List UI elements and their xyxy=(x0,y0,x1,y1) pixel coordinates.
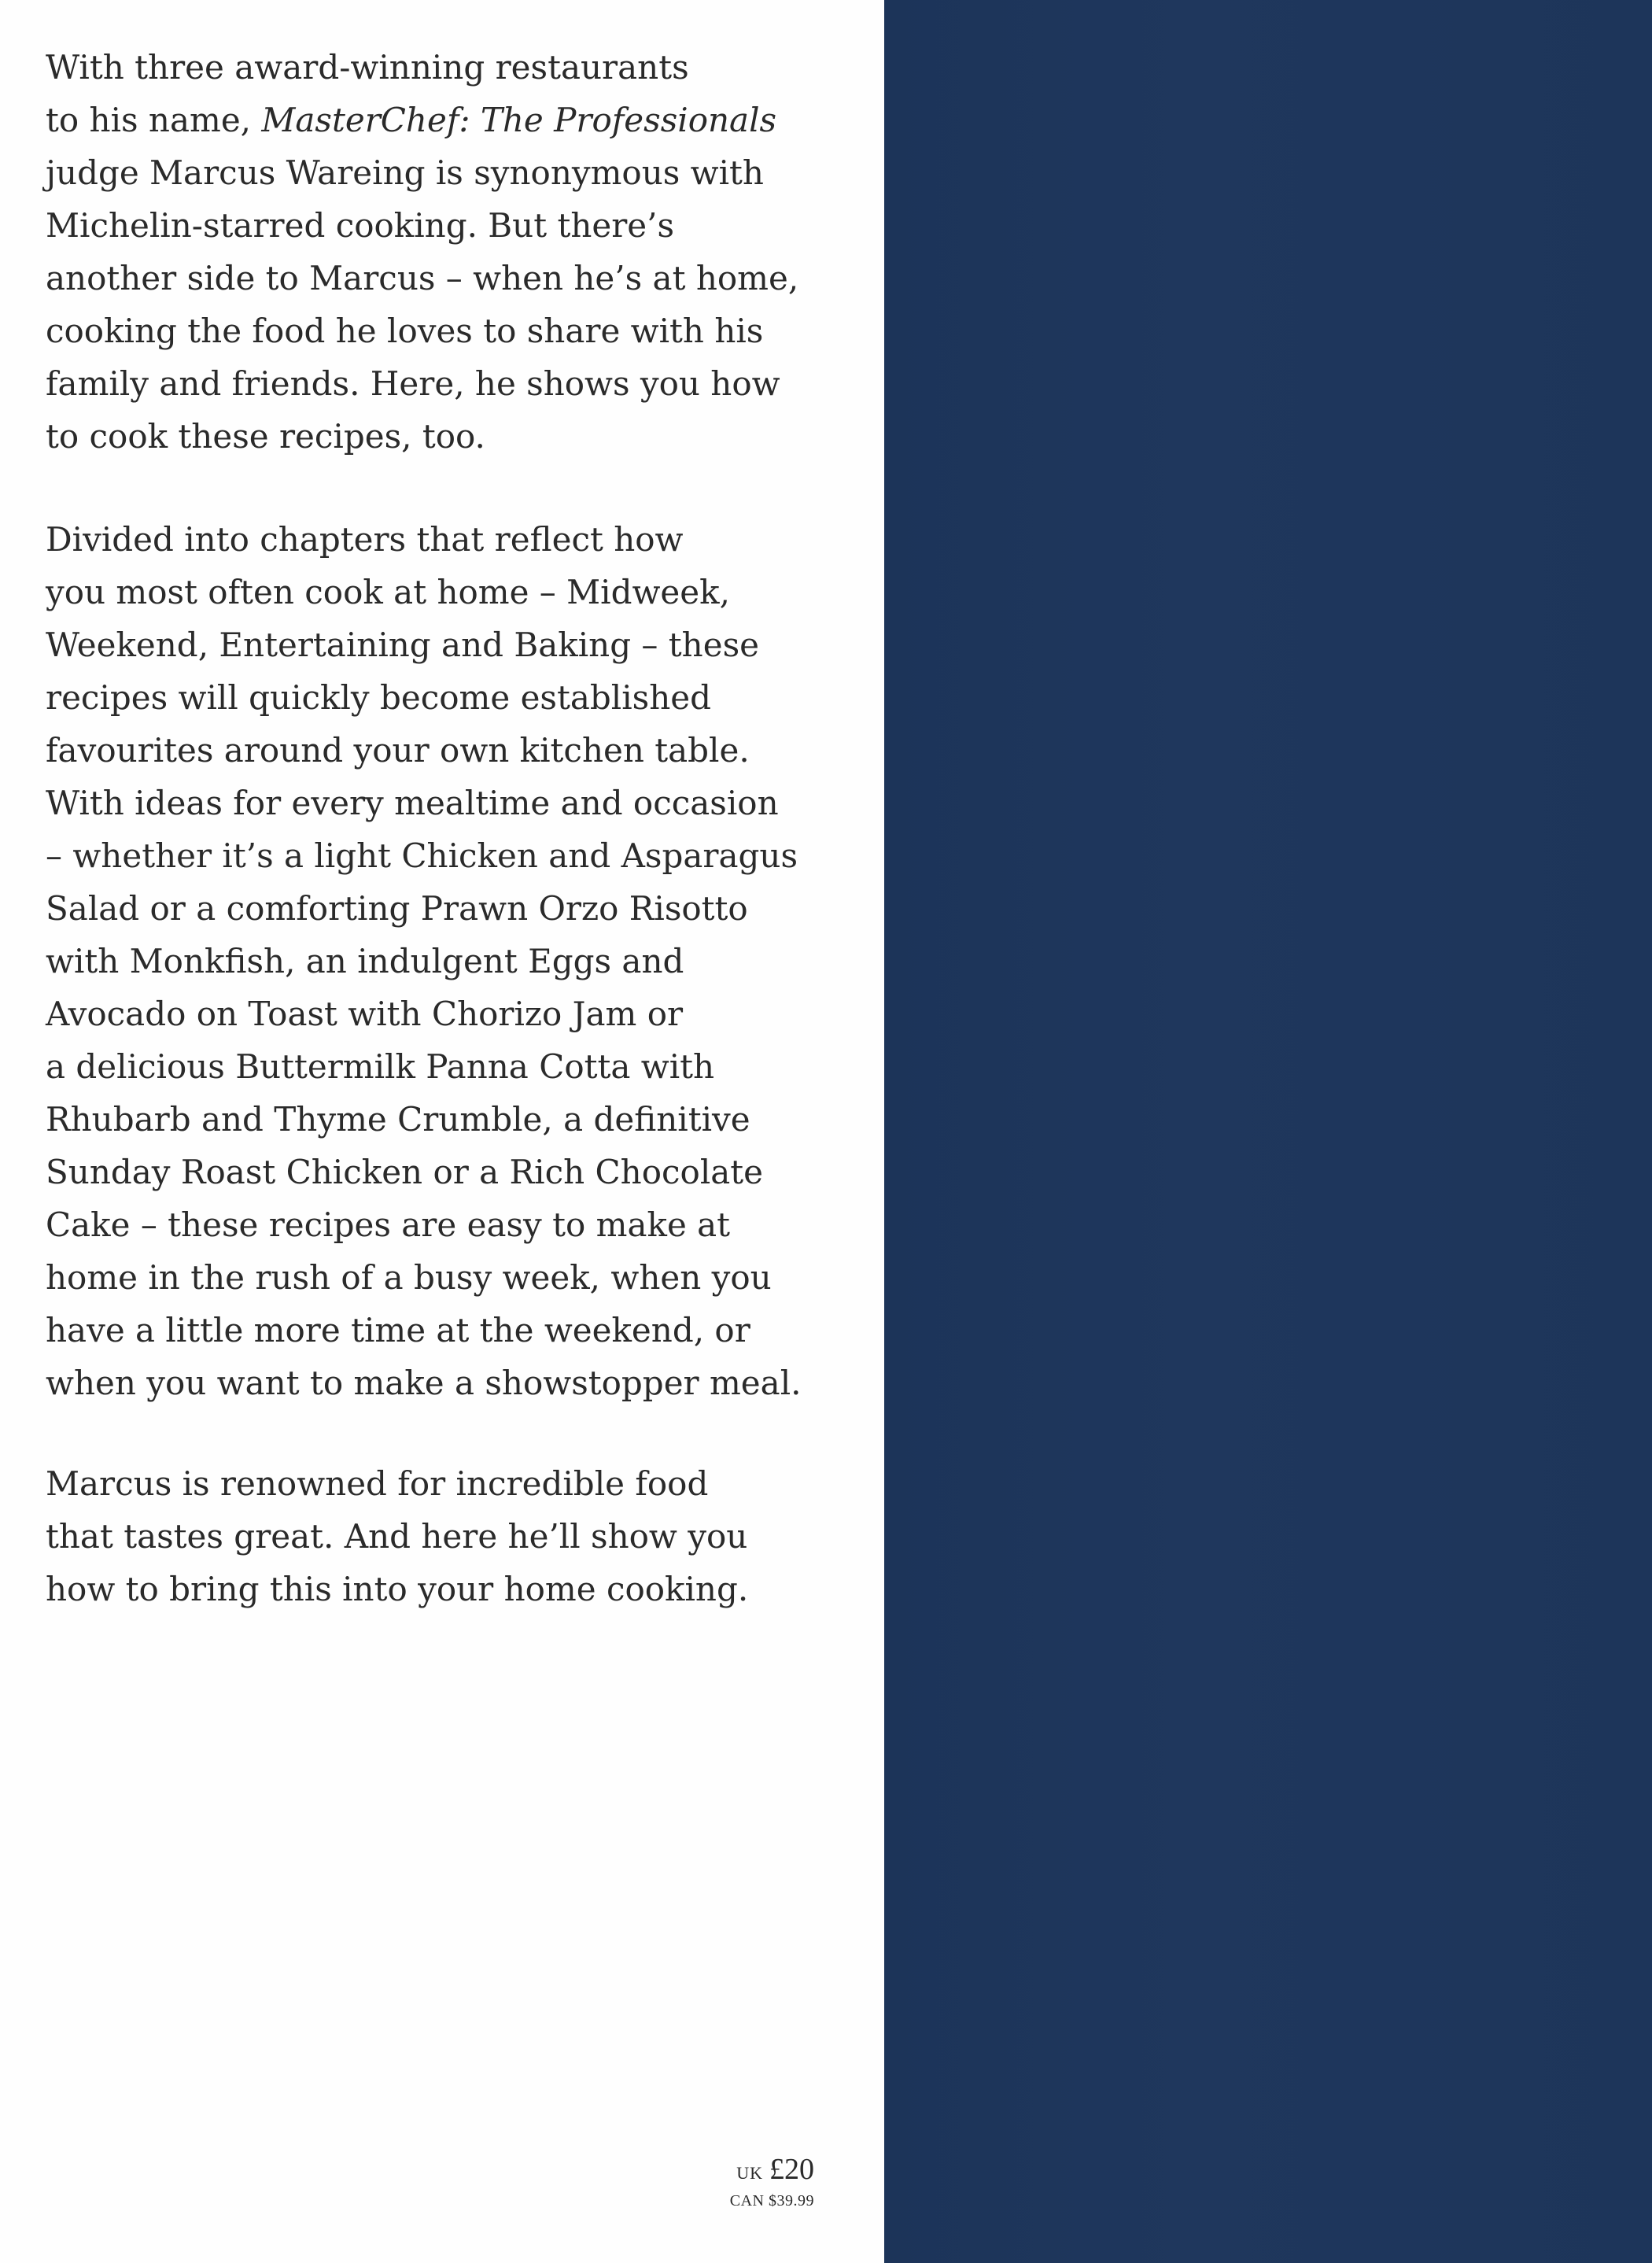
blurb-line: to cook these recipes, too. xyxy=(46,417,485,456)
blurb-line: Marcus is renowned for incredible food xyxy=(46,1464,709,1503)
blurb-line: Rhubarb and Thyme Crumble, a definitive xyxy=(46,1100,750,1139)
blurb-line: Cake – these recipes are easy to make at xyxy=(46,1205,731,1244)
blurb-line: that tastes great. And here he’ll show you xyxy=(46,1517,748,1556)
blurb-line: how to bring this into your home cooking. xyxy=(46,1570,749,1608)
blurb-line: family and friends. Here, he shows you how xyxy=(46,364,780,403)
price-block xyxy=(645,2152,814,2211)
blurb-line: when you want to make a showstopper meal. xyxy=(46,1364,802,1402)
blurb-line: another side to Marcus – when he’s at home, xyxy=(46,259,799,297)
blurb-line: favourites around your own kitchen table. xyxy=(46,731,750,770)
blurb-line: you most often cook at home – Midweek, xyxy=(46,573,730,611)
blurb-line: with Monkfish, an indulgent Eggs and xyxy=(46,942,684,980)
blurb-line-text: to his name, xyxy=(46,101,262,139)
blurb-paragraph-1 xyxy=(46,41,848,463)
blurb-line: – whether it’s a light Chicken and Asparagus xyxy=(46,836,798,875)
show-title: MasterChef: The Professionals xyxy=(261,101,777,139)
price-uk-label: UK xyxy=(736,2163,763,2183)
blurb-line: Sunday Roast Chicken or a Rich Chocolate xyxy=(46,1153,764,1191)
blurb-line: Weekend, Entertaining and Baking – these xyxy=(46,626,759,664)
blurb-line: home in the rush of a busy week, when you xyxy=(46,1258,772,1297)
price-can: CAN $39.99 xyxy=(729,2192,814,2209)
blurb-line: a delicious Buttermilk Panna Cotta with xyxy=(46,1047,715,1086)
blurb-paragraph-3 xyxy=(46,1457,848,1615)
blurb-line: With ideas for every mealtime and occasion xyxy=(46,784,779,822)
blurb-line: have a little more time at the weekend, or xyxy=(46,1311,750,1349)
price-uk xyxy=(645,2152,814,2191)
blurb-line xyxy=(46,94,848,146)
blurb-paragraph-2 xyxy=(46,513,848,1409)
blurb-line: Divided into chapters that reflect how xyxy=(46,520,684,559)
blurb-line: With three award-winning restaurants xyxy=(46,48,689,87)
blurb-line: recipes will quickly become established xyxy=(46,678,711,717)
blurb-line: Michelin-starred cooking. But there’s xyxy=(46,206,675,245)
navy-cover-panel xyxy=(884,0,1652,2263)
blurb-line: Avocado on Toast with Chorizo Jam or xyxy=(46,995,684,1033)
price-uk-value: £20 xyxy=(769,2153,814,2186)
blurb-line: cooking the food he loves to share with his xyxy=(46,312,764,350)
blurb-line: Salad or a comforting Prawn Orzo Risotto xyxy=(46,889,748,928)
blurb-line: judge Marcus Wareing is synonymous with xyxy=(46,153,764,192)
